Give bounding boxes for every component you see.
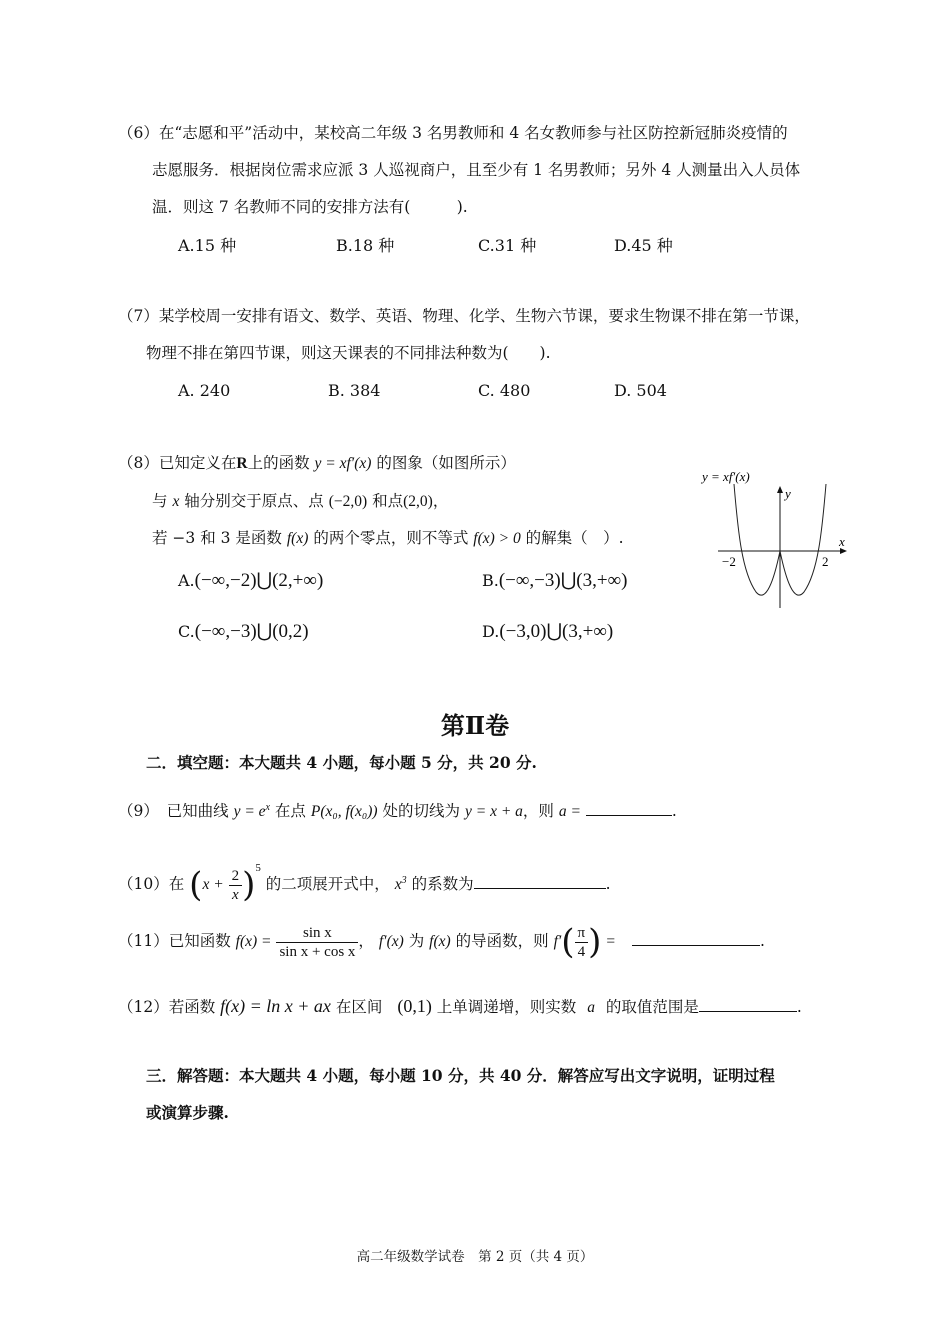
page-footer: 高二年级数学试卷 第 2 页（共 4 页） [356, 1249, 594, 1265]
q9-curve-exp: x [265, 802, 270, 813]
graph-y-label: y [785, 486, 791, 501]
q12-text: （12）若函数 [118, 998, 216, 1016]
q11-den: sin x + cos x [279, 943, 356, 960]
q8-option-value: (−∞,−3)⋃(3,+∞) [498, 570, 628, 591]
q9-text: 处的切线为 [382, 802, 461, 821]
q10-left-paren: ( [189, 865, 203, 905]
q8-option-d [482, 621, 613, 643]
q12-line [118, 993, 802, 1021]
q11-text: （11）已知函数 [118, 932, 231, 950]
q8-text: ， [432, 492, 449, 510]
q9-text: （9） 已知曲线 [118, 802, 229, 821]
part3-heading-line1: 三．解答题：本大题共 4 小题，每小题 10 分，共 40 分．解答应写出文字说明，证明过程 [146, 1066, 775, 1085]
q11-answer-blank[interactable] [632, 929, 760, 946]
q8-point1: (−2,0) [328, 493, 368, 510]
q12-end: . [796, 998, 802, 1016]
q8-text: （8）已知定义在 [118, 454, 237, 472]
q11-text: 为 [408, 932, 425, 950]
q11-text: ， [358, 932, 374, 950]
q7-option-d: D. 504 [614, 381, 667, 400]
q9-ask: a = [558, 803, 581, 821]
part2-heading: 二．填空题：本大题共 4 小题，每小题 5 分，共 20 分. [146, 753, 537, 772]
q8-option-value: (−∞,−3)⋃(0,2) [194, 621, 309, 642]
q8-x: x [172, 493, 180, 510]
q10-expr: x + [202, 876, 224, 893]
q8-option-label: C. [178, 622, 195, 641]
q11-left-paren: ( [561, 922, 575, 962]
q11-pi-den: 4 [577, 943, 586, 960]
q10-exponent: 5 [255, 862, 261, 874]
q9-point: P(x₀, f(x₀)) [310, 803, 378, 821]
q8-text: 若 −3 和 3 是函数 [152, 529, 282, 547]
q6-option-c: C.31 种 [478, 236, 537, 255]
q8-text: 上的函数 [247, 454, 310, 472]
q9-line [118, 797, 677, 823]
graph-x-label: x [839, 534, 845, 549]
q6-option-a: A.15 种 [178, 236, 237, 255]
q8-line2 [152, 490, 448, 513]
q9-text: 在点 [274, 802, 306, 821]
q10-den: x [232, 886, 239, 903]
q9-tangent: y = x + a [464, 803, 523, 821]
q8-option-label: B. [482, 571, 499, 590]
q11-fprime: f′(x) [378, 933, 404, 950]
q8-option-value: (−3,0)⋃(3,+∞) [499, 621, 614, 642]
q12-function: f(x) = ln x + ax [220, 996, 331, 1016]
q8-text: 的解集（ ）. [525, 529, 624, 547]
q11-end: . [760, 932, 765, 950]
q6-line2: 志愿服务．根据岗位需求应派 3 人巡视商户，且至少有 1 名男教师；另外 4 人测量出入人员体 [152, 161, 801, 179]
q10-answer-blank[interactable] [474, 872, 606, 889]
q7-option-a: A. 240 [178, 381, 231, 400]
q8-line1 [118, 452, 516, 475]
q12-text: 在区间 [335, 998, 383, 1016]
q9-curve-base: y = e [233, 803, 266, 821]
q10-line [118, 844, 611, 909]
q8-text: 的两个零点，则不等式 [313, 529, 469, 547]
q11-pi-fraction [575, 924, 589, 961]
q8-text: 的图象（如图所示） [376, 454, 516, 472]
q9-answer-blank[interactable] [586, 799, 672, 816]
q10-fraction [229, 867, 243, 904]
q10-term-base: x [394, 876, 402, 893]
q10-right-paren: ) [242, 865, 256, 905]
q7-line2: 物理不排在第四节课，则这天课表的不同排法种数为( ). [146, 344, 551, 362]
q12-text: 上单调递增，则实数 [436, 998, 577, 1016]
q8-option-c [178, 621, 309, 643]
q6-option-d: D.45 种 [614, 236, 673, 255]
q10-term [395, 876, 407, 893]
q11-text: 的导函数，则 [455, 932, 549, 950]
part3-heading-line2: 或演算步骤. [146, 1103, 229, 1122]
q11-f: f(x) = [235, 933, 272, 950]
q8-line3 [152, 527, 624, 550]
q7-line1: （7）某学校周一安排有语文、数学、英语、物理、化学、生物六节课，要求生物课不排在第一节课， [118, 307, 810, 325]
q8-text: 与 [152, 492, 168, 510]
q12-var: a [587, 999, 595, 1016]
q11-f2: f(x) [429, 933, 451, 950]
q7-option-c: C. 480 [478, 381, 531, 400]
q11-pi-num: π [575, 924, 589, 943]
q10-text: 的二项展开式中， [265, 875, 390, 893]
q9-curve [234, 803, 270, 820]
q10-end: . [605, 875, 611, 893]
q10-text: 的系数为 [411, 875, 474, 893]
q8-set-r: R [236, 455, 248, 472]
graph-function-label: y = xf′(x) [702, 469, 750, 484]
graph-tick-neg2: −2 [722, 554, 736, 569]
q11-right-paren: ) [588, 922, 602, 962]
q8-option-label: A. [178, 571, 195, 590]
q12-interval: (0,1) [397, 996, 432, 1016]
q12-text: 的取值范围是 [605, 998, 699, 1016]
q8-option-b [482, 570, 627, 592]
q11-num: sin x [276, 924, 358, 943]
q11-fraction [276, 924, 358, 961]
section-title: 第Ⅱ卷 [440, 711, 510, 740]
q6-line3: 温．则这 7 名教师不同的安排方法有( ). [152, 198, 468, 216]
q8-text: 轴分别交于原点、点 [184, 492, 324, 510]
q8-option-value: (−∞,−2)⋃(2,+∞) [194, 570, 324, 591]
q11-fprime2: f′ [553, 933, 562, 950]
q6-option-b: B.18 种 [336, 236, 395, 255]
q9-end: . [671, 802, 677, 821]
q10-term-exp: 3 [401, 874, 407, 886]
q10-num: 2 [229, 867, 243, 886]
q8-graph [696, 462, 856, 612]
q12-answer-blank[interactable] [699, 995, 797, 1012]
q11-line [118, 917, 765, 966]
q9-text: ，则 [522, 802, 554, 821]
q7-option-b: B. 384 [328, 381, 381, 400]
q6-line1: （6）在“志愿和平”活动中，某校高二年级 3 名男教师和 4 名女教师参与社区防控新冠肺炎疫情的 [118, 124, 788, 142]
q8-option-a [178, 570, 323, 592]
q8-text: 和点 [372, 492, 404, 510]
graph-tick-pos2: 2 [822, 554, 829, 569]
graph-y-arrow [777, 486, 783, 493]
q8-function: y = xf′(x) [314, 455, 372, 472]
q8-point2: (2,0) [403, 493, 433, 510]
q11-eq: = [606, 933, 616, 950]
q10-text: （10）在 [118, 875, 185, 893]
q8-option-label: D. [482, 622, 500, 641]
q8-inequality: f(x) > 0 [473, 530, 521, 547]
q8-fx: f(x) [286, 530, 309, 547]
